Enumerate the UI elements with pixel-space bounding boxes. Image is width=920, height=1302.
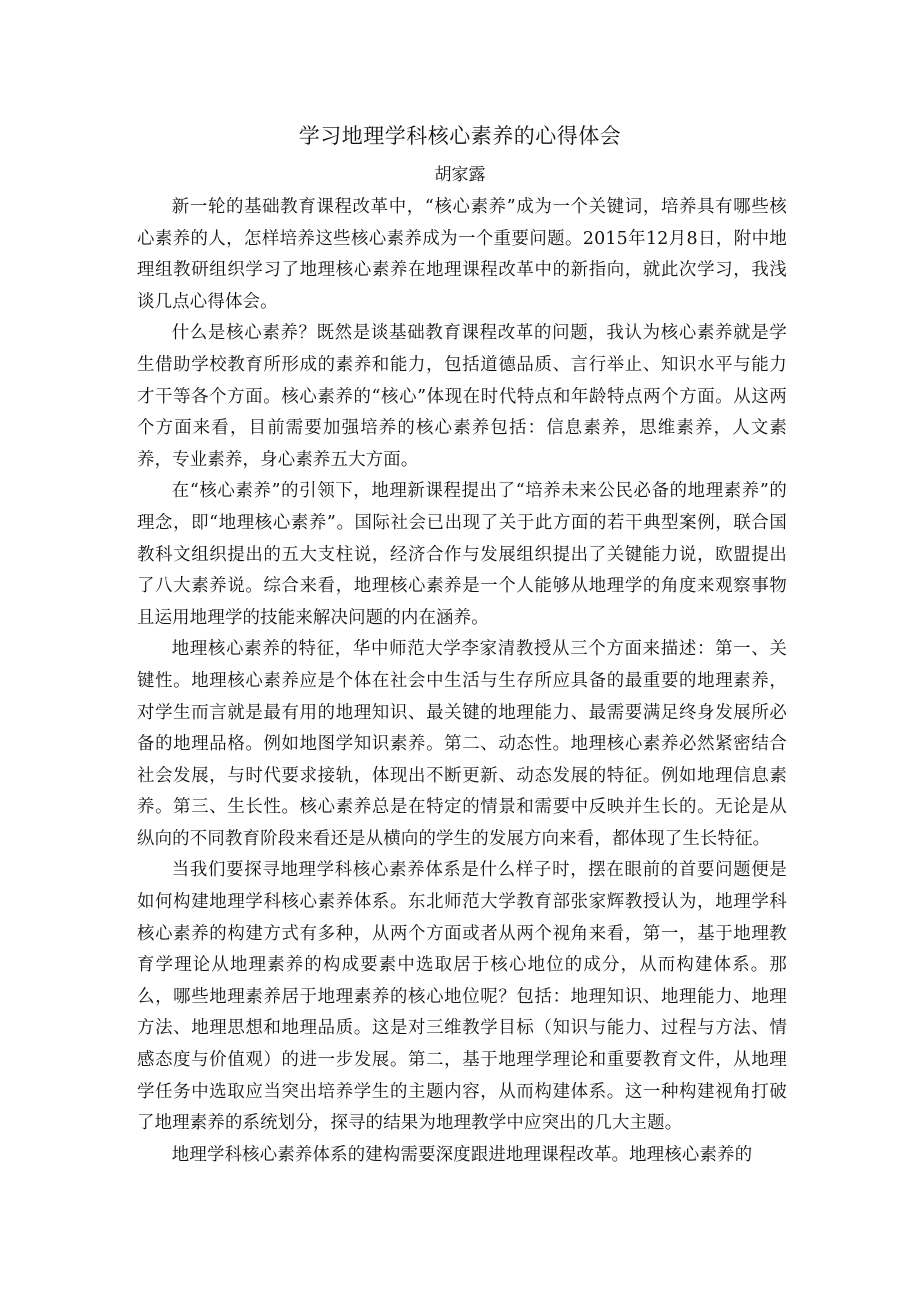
paragraph-5: 当我们要探寻地理学科核心素养体系是什么样子时，摆在眼前的首要问题便是如何构建地理学科核心素养体系。东北师范大学教育部张家辉教授认为，地理学科核心素养的构建方式有多种，从两个方面或者从两个视角来看，第一，基于地理教育学理论从地理素养的构成要素中选取居于核心地位的成分，从而构建体系。那么，哪些地理素养居于地理素养的核心地位呢？包括：地理知识、地理能力、地理方法、地理思想和地理品质。这是对三维教学目标（知识与能力、过程与方法、情感态度与价值观）的进一步发展。第二，基于地理学理论和重要教育文件，从地理学任务中选取应当突出培养学生的主题内容，从而构建体系。这一种构建视角打破了地理素养的系统划分，探寻的结果为地理教学中应突出的几大主题。 — [137, 860, 787, 1134]
paragraph-4: 地理核心素养的特征，华中师范大学李家清教授从三个方面来描述：第一、关键性。地理核心素养应是个体在社会中生活与生存所应具备的最重要的地理素养，对学生而言就是最有用的地理知识、最关键的地理能力、最需要满足终身发展所必备的地理品格。例如地图学知识素养。第二、动态性。地理核心素养必然紧密结合社会发展，与时代要求接轨，体现出不断更新、动态发展的特征。例如地理信息素养。第三、生长性。核心素养总是在特定的情景和需要中反映并生长的。无论是从纵向的不同教育阶段来看还是从横向的学生的发展方向来看，都体现了生长特征。 — [137, 639, 787, 849]
paragraph-2: 什么是核心素养？既然是谈基础教育课程改革的问题，我认为核心素养就是学生借助学校教育所形成的素养和能力，包括道德品质、言行举止、知识水平与能力才干等各个方面。核心素养的“核心”体现在时代特点和年龄特点两个方面。从这两个方面来看，目前需要加强培养的核心素养包括：信息素养，思维素养，人文素养，专业素养，身心素养五大方面。 — [137, 323, 787, 470]
paragraph-6: 地理学科核心素养体系的建构需要深度跟进地理课程改革。地理核心素养的 — [171, 1144, 753, 1165]
document-body — [137, 192, 787, 1171]
paragraph-1: 新一轮的基础教育课程改革中，“核心素养”成为一个关键词，培养具有哪些核心素养的人，怎样培养这些核心素养成为一个重要问题。2015年12月8日，附中地理组教研组织学习了地理核心素养在地理课程改革中的新指向，就此次学习，我浅谈几点心得体会。 — [137, 197, 787, 312]
document-title: 学习地理学科核心素养的心得体会 — [298, 124, 622, 148]
paragraph-3: 在“核心素养”的引领下，地理新课程提出了“培养未来公民必备的地理素养”的理念，即“地理核心素养”。国际社会已出现了关于此方面的若干典型案例，联合国教科文组织提出的五大支柱说，经济合作与发展组织提出了关键能力说，欧盟提出了八大素养说。综合来看，地理核心素养是一个人能够从地理学的角度来观察事物且运用地理学的技能来解决问题的内在涵养。 — [137, 481, 787, 628]
document-author: 胡家露 — [434, 165, 486, 185]
